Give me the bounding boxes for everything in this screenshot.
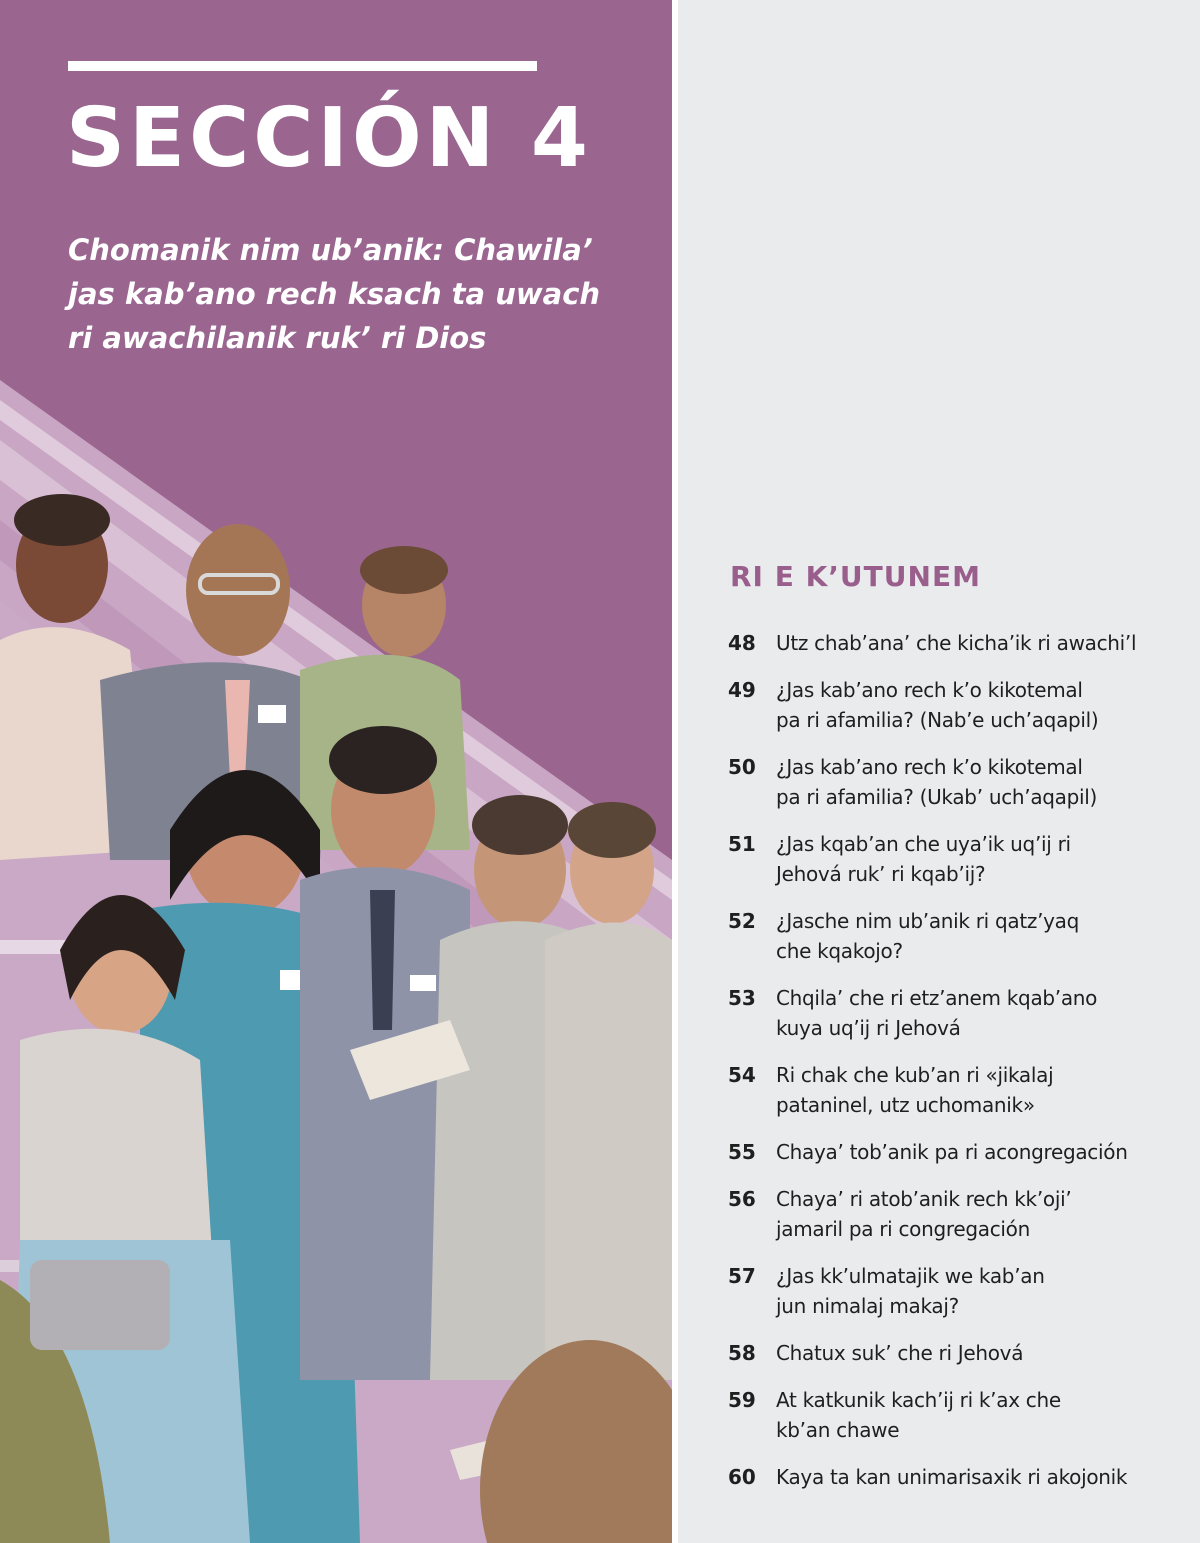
section-subtitle — [68, 228, 628, 360]
lesson-title: Ri chak che kub’an ri «jikalaj pataninel, utz uchomanik» — [776, 1063, 1054, 1117]
lesson-title: Chaya’ tob’anik pa ri acongregación — [776, 1140, 1128, 1164]
lesson-number: 57 — [728, 1264, 756, 1288]
lesson-title: ¿Jas kk’ulmatajik we kab’an jun nimalaj makaj? — [776, 1264, 1045, 1318]
lesson-title: Chatux suk’ che ri Jehová — [776, 1341, 1024, 1365]
lesson-number: 49 — [728, 678, 756, 702]
toc-list — [728, 628, 1168, 1509]
toc-heading: RI E K’UTUNEM — [730, 560, 981, 593]
lesson-title: ¿Jas kqab’an che uya’ik uq’ij ri Jehová ruk’ ri kqab’ij? — [776, 832, 1071, 886]
subtitle-line: ri awachilanik ruk’ ri Dios — [68, 321, 487, 355]
lesson-number: 48 — [728, 631, 756, 655]
toc-item-49[interactable] — [728, 675, 1168, 735]
lesson-number: 58 — [728, 1341, 756, 1365]
lesson-title: ¿Jas kab’ano rech k’o kikotemal pa ri afamilia? (Ukab’ uch’aqapil) — [776, 755, 1098, 809]
toc-item-52[interactable] — [728, 906, 1168, 966]
section-title: SECCIÓN 4 — [66, 91, 592, 186]
lesson-number: 59 — [728, 1388, 756, 1412]
lesson-number: 53 — [728, 986, 756, 1010]
title-rule — [68, 61, 537, 71]
toc-item-50[interactable] — [728, 752, 1168, 812]
toc-item-56[interactable] — [728, 1184, 1168, 1244]
subtitle-line: Chomanik nim ub’anik: Chawila’ — [68, 233, 593, 267]
lesson-number: 54 — [728, 1063, 756, 1087]
lesson-title: Chqila’ che ri etz’anem kqab’ano kuya uq’ij ri Jehová — [776, 986, 1098, 1040]
lesson-title: ¿Jas kab’ano rech k’o kikotemal pa ri afamilia? (Nab’e uch’aqapil) — [776, 678, 1099, 732]
lesson-number: 56 — [728, 1187, 756, 1211]
lesson-title: Utz chab’ana’ che kicha’ik ri awachi’l — [776, 631, 1137, 655]
toc-item-60[interactable] — [728, 1462, 1168, 1492]
lesson-number: 51 — [728, 832, 756, 856]
toc-item-55[interactable] — [728, 1137, 1168, 1167]
subtitle-line: jas kab’ano rech ksach ta uwach — [68, 277, 601, 311]
toc-item-51[interactable] — [728, 829, 1168, 889]
lesson-number: 52 — [728, 909, 756, 933]
lesson-number: 60 — [728, 1465, 756, 1489]
toc-item-53[interactable] — [728, 983, 1168, 1043]
toc-item-59[interactable] — [728, 1385, 1168, 1445]
toc-item-58[interactable] — [728, 1338, 1168, 1368]
toc-item-57[interactable] — [728, 1261, 1168, 1321]
lesson-title: At katkunik kach’ij ri k’ax che kb’an chawe — [776, 1388, 1061, 1442]
toc-item-48[interactable] — [728, 628, 1168, 658]
toc-item-54[interactable] — [728, 1060, 1168, 1120]
lesson-number: 50 — [728, 755, 756, 779]
lesson-number: 55 — [728, 1140, 756, 1164]
lesson-title: Chaya’ ri atob’anik rech kk’oji’ jamaril pa ri congregación — [776, 1187, 1072, 1241]
congregation-illustration — [0, 380, 672, 1543]
lesson-title: ¿Jasche nim ub’anik ri qatz’yaq che kqakojo? — [776, 909, 1080, 963]
lesson-title: Kaya ta kan unimarisaxik ri akojonik — [776, 1465, 1128, 1489]
